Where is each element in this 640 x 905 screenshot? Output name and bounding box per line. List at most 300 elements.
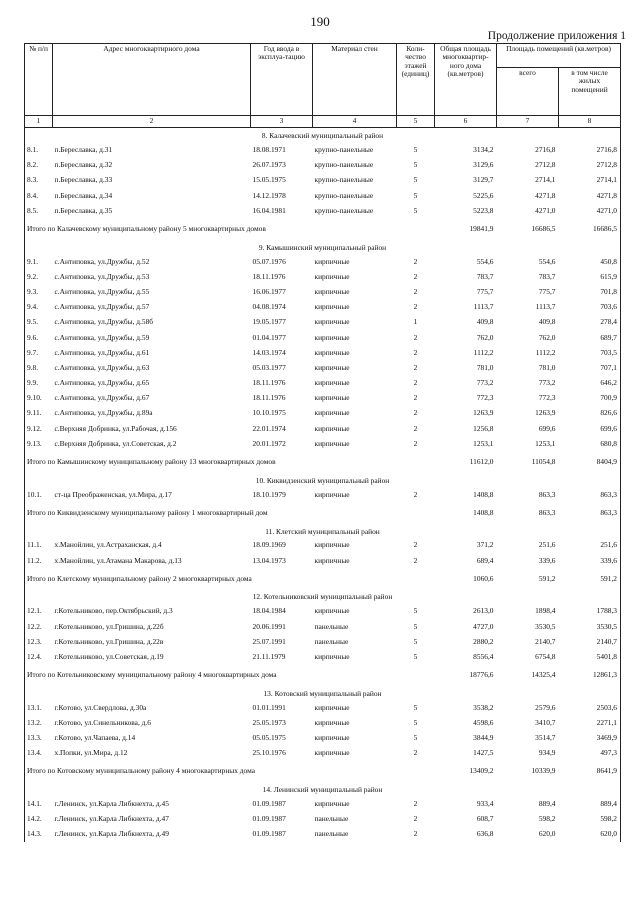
district-total-label: Итого по Котовскому муниципальному району 4 многоквартирных дома [25, 761, 435, 782]
table-row [25, 715, 621, 730]
column-number: 7 [497, 116, 559, 128]
year-built: 18.08.1971 [252, 145, 286, 155]
floor-count: 5 [413, 205, 418, 215]
floor-count: 2 [413, 332, 418, 342]
district-title: 9. Камышинский муниципальный район [25, 240, 621, 255]
premises-area-all: 4271,0 [535, 205, 556, 215]
wall-material: крупно-панельные [314, 175, 374, 185]
table-row [25, 203, 621, 218]
year-built: 14.03.1974 [252, 347, 286, 357]
premises-area-all: 3514,7 [535, 733, 556, 743]
year-built: 05.05.1975 [252, 733, 286, 743]
row-number: 8.2. [25, 158, 53, 173]
row-number: 12.3. [25, 634, 53, 649]
total-area: 773,2 [476, 378, 494, 388]
row-number: 9.9. [25, 376, 53, 391]
table-row [25, 604, 621, 619]
floor-count: 5 [413, 190, 418, 200]
district-header-row [25, 473, 621, 488]
housing-registry-table [24, 43, 621, 842]
address: с.Антиповка, ул.Дружбы, д.57 [54, 302, 150, 312]
row-number: 9.11. [25, 406, 53, 421]
table-header [25, 44, 621, 116]
floor-count: 2 [413, 256, 418, 266]
year-built: 01.01.1991 [252, 702, 286, 712]
total-area: 3134,2 [473, 145, 494, 155]
year-built: 01.09.1987 [252, 814, 286, 824]
total-area: 1256,8 [473, 423, 494, 433]
table-row [25, 345, 621, 360]
total-area-sum: 1060,6 [473, 573, 494, 583]
year-built: 20.01.1972 [252, 438, 286, 448]
row-number: 12.4. [25, 649, 53, 664]
premises-area-residential: 1788,3 [559, 604, 621, 619]
wall-material: кирпичные [314, 317, 350, 327]
floor-count: 5 [413, 621, 418, 631]
row-number: 13.2. [25, 715, 53, 730]
address: с.Антиповка, ул.Дружбы, д.65 [54, 378, 150, 388]
row-number: 13.3. [25, 731, 53, 746]
year-built: 18.11.1976 [252, 393, 286, 403]
header-residential: в том числе жилых помещений [559, 68, 621, 116]
district-total-label: Итого по Киквидзенскому муниципальному району 1 многоквартирный дом [25, 502, 435, 523]
address: ст-ца Преображенская, ул.Мира, д.17 [54, 489, 172, 499]
total-area: 2613,0 [473, 606, 494, 616]
wall-material: кирпичные [314, 378, 350, 388]
floor-count: 2 [413, 829, 418, 839]
year-built: 14.12.1978 [252, 190, 286, 200]
district-title: 14. Ленинский муниципальный район [25, 782, 621, 797]
district-total-row [25, 219, 621, 240]
row-number: 9.4. [25, 300, 53, 315]
total-area: 3844,9 [473, 733, 494, 743]
table-row [25, 553, 621, 568]
total-area: 4598,6 [473, 717, 494, 727]
year-built: 22.01.1974 [252, 423, 286, 433]
row-number: 9.10. [25, 391, 53, 406]
floor-count: 2 [413, 408, 418, 418]
district-header-row [25, 240, 621, 255]
total-area: 554,6 [476, 256, 494, 266]
table-row [25, 158, 621, 173]
floor-count: 5 [413, 636, 418, 646]
total-area: 371,2 [476, 540, 494, 550]
wall-material: кирпичные [314, 393, 350, 403]
year-built: 16.04.1981 [252, 205, 286, 215]
premises-area-residential-sum: 863,3 [559, 502, 621, 523]
table-row [25, 812, 621, 827]
table-row [25, 731, 621, 746]
header-total-area: Общая площадь многоквартир-ного дома (кв.метров) [435, 44, 497, 116]
premises-area-all: 6754,8 [535, 651, 556, 661]
total-area: 1253,1 [473, 438, 494, 448]
table-row [25, 391, 621, 406]
total-area: 2880,2 [473, 636, 494, 646]
year-built: 18.04.1984 [252, 606, 286, 616]
total-area: 3538,2 [473, 702, 494, 712]
premises-area-residential-sum: 12861,3 [559, 665, 621, 686]
row-number: 9.5. [25, 315, 53, 330]
row-number: 14.2. [25, 812, 53, 827]
row-number: 9.3. [25, 285, 53, 300]
year-built: 01.04.1977 [252, 332, 286, 342]
row-number: 9.6. [25, 330, 53, 345]
year-built: 01.09.1987 [252, 799, 286, 809]
table-row [25, 173, 621, 188]
wall-material: кирпичные [314, 408, 350, 418]
year-built: 19.05.1977 [252, 317, 286, 327]
floor-count: 5 [413, 145, 418, 155]
total-area: 5223,8 [473, 205, 494, 215]
row-number: 9.12. [25, 421, 53, 436]
floor-count: 2 [413, 286, 418, 296]
header-address: Адрес многоквартирного дома [53, 44, 251, 116]
total-area: 783,7 [476, 271, 494, 281]
premises-area-residential-sum: 8404,9 [559, 452, 621, 473]
row-number: 9.8. [25, 360, 53, 375]
total-area: 4727,0 [473, 621, 494, 631]
wall-material: кирпичные [314, 347, 350, 357]
premises-area-residential: 620,0 [559, 827, 621, 842]
table-row [25, 538, 621, 553]
row-number: 8.5. [25, 203, 53, 218]
total-area: 1113,7 [473, 302, 494, 312]
row-number: 12.1. [25, 604, 53, 619]
appendix-continuation-note: Продолжение приложения 1 [487, 30, 626, 42]
premises-area-all: 1898,4 [535, 606, 556, 616]
wall-material: кирпичные [314, 332, 350, 342]
premises-area-residential: 497,3 [559, 746, 621, 761]
premises-area-all-sum: 16686,5 [531, 223, 556, 233]
table-row [25, 143, 621, 158]
address: х.Манойлин, ул.Астраханская, д.4 [54, 540, 162, 550]
address: г.Котово, ул.Свердлова, д.30а [54, 702, 147, 712]
floor-count: 2 [413, 362, 418, 372]
year-built: 18.09.1969 [252, 540, 286, 550]
floor-count: 2 [413, 423, 418, 433]
premises-area-all: 620,0 [538, 829, 556, 839]
premises-area-all-sum: 863,3 [538, 507, 556, 517]
premises-area-residential: 615,9 [559, 269, 621, 284]
wall-material: кирпичные [314, 651, 350, 661]
wall-material: кирпичные [314, 438, 350, 448]
premises-area-residential: 700,9 [559, 391, 621, 406]
year-built: 25.05.1973 [252, 717, 286, 727]
district-title: 11. Клетский муниципальный район [25, 523, 621, 538]
wall-material: кирпичные [314, 489, 350, 499]
premises-area-all: 251,6 [538, 540, 556, 550]
premises-area-all: 598,2 [538, 814, 556, 824]
district-total-row [25, 502, 621, 523]
premises-area-residential: 339,6 [559, 553, 621, 568]
district-total-row [25, 568, 621, 589]
address: с.Антиповка, ул.Дружбы, д.89а [54, 408, 153, 418]
premises-area-residential: 3469,9 [559, 731, 621, 746]
address: г.Ленинск, ул.Карла Либкнехта, д.45 [54, 799, 169, 809]
year-built: 25.10.1976 [252, 748, 286, 758]
table-row [25, 619, 621, 634]
district-total-label: Итого по Клетскому муниципальному району 2 многоквартирных дома [25, 568, 435, 589]
table-row [25, 487, 621, 502]
address: п.Береславка, д.34 [54, 190, 113, 200]
premises-area-residential: 5401,8 [559, 649, 621, 664]
total-area-sum: 11612,0 [469, 456, 494, 466]
wall-material: кирпичные [314, 302, 350, 312]
total-area: 1263,9 [473, 408, 494, 418]
row-number: 14.3. [25, 827, 53, 842]
table-body [25, 116, 621, 843]
wall-material: кирпичные [314, 286, 350, 296]
row-number: 8.4. [25, 188, 53, 203]
address: г.Котельниково, пер.Октябрьский, д.3 [54, 606, 173, 616]
floor-count: 2 [413, 393, 418, 403]
premises-area-residential: 2503,6 [559, 700, 621, 715]
premises-area-residential: 689,7 [559, 330, 621, 345]
total-area-sum: 18776,6 [469, 670, 494, 680]
total-area: 1427,5 [473, 748, 494, 758]
column-number: 6 [435, 116, 497, 128]
floor-count: 5 [413, 175, 418, 185]
row-number: 9.1. [25, 254, 53, 269]
address: с.Антиповка, ул.Дружбы, д.59 [54, 332, 150, 342]
table-row [25, 360, 621, 375]
total-area: 608,7 [476, 814, 494, 824]
address: г.Ленинск, ул.Карла Либкнехта, д.47 [54, 814, 169, 824]
header-walls: Материал стен [313, 44, 397, 116]
premises-area-residential: 707,1 [559, 360, 621, 375]
premises-area-all: 934,9 [538, 748, 556, 758]
table-row [25, 285, 621, 300]
premises-area-all: 1112,2 [535, 347, 556, 357]
premises-area-residential: 4271,0 [559, 203, 621, 218]
district-total-row [25, 665, 621, 686]
column-number-row [25, 116, 621, 128]
floor-count: 2 [413, 438, 418, 448]
year-built: 01.09.1987 [252, 829, 286, 839]
district-header-row [25, 686, 621, 701]
premises-area-residential: 701,8 [559, 285, 621, 300]
wall-material: кирпичные [314, 362, 350, 372]
row-number: 11.2. [25, 553, 53, 568]
premises-area-all-sum: 14325,4 [531, 670, 556, 680]
premises-area-all: 889,4 [538, 799, 556, 809]
total-area: 781,0 [476, 362, 494, 372]
total-area: 636,8 [476, 829, 494, 839]
wall-material: кирпичные [314, 423, 350, 433]
address: с.Верхняя Добринка, ул.Советская, д.2 [54, 438, 177, 448]
year-built: 13.04.1973 [252, 555, 286, 565]
year-built: 05.07.1976 [252, 256, 286, 266]
address: с.Антиповка, ул.Дружбы, д.53 [54, 271, 150, 281]
year-built: 21.11.1979 [252, 651, 286, 661]
table-row [25, 188, 621, 203]
premises-area-all: 863,3 [538, 489, 556, 499]
floor-count: 5 [413, 733, 418, 743]
premises-area-all: 2712,8 [535, 160, 556, 170]
premises-area-residential: 699,6 [559, 421, 621, 436]
floor-count: 2 [413, 540, 418, 550]
header-floors: Коли-чество этажей (единиц) [397, 44, 435, 116]
floor-count: 2 [413, 555, 418, 565]
row-number: 8.1. [25, 143, 53, 158]
total-area: 933,4 [476, 799, 494, 809]
premises-area-residential: 450,8 [559, 254, 621, 269]
wall-material: кирпичные [314, 256, 350, 266]
district-total-row [25, 452, 621, 473]
floor-count: 1 [413, 317, 418, 327]
address: п.Береславка, д.33 [54, 175, 113, 185]
year-built: 15.05.1975 [252, 175, 286, 185]
wall-material: крупно-панельные [314, 205, 374, 215]
header-num: № п/п [25, 44, 53, 116]
wall-material: панельные [314, 814, 349, 824]
row-number: 9.2. [25, 269, 53, 284]
floor-count: 5 [413, 606, 418, 616]
premises-area-all: 772,3 [538, 393, 556, 403]
premises-area-all: 1263,9 [535, 408, 556, 418]
floor-count: 2 [413, 814, 418, 824]
address: п.Береславка, д.31 [54, 145, 113, 155]
premises-area-all: 409,8 [538, 317, 556, 327]
address: х.Манойлин, ул.Атамана Макарова, д.13 [54, 555, 182, 565]
floor-count: 2 [413, 271, 418, 281]
total-area-sum: 1408,8 [473, 507, 494, 517]
district-title: 13. Котовский муниципальный район [25, 686, 621, 701]
premises-area-residential: 889,4 [559, 797, 621, 812]
address: г.Котельниково, ул.Гришина, д.22б [54, 621, 164, 631]
year-built: 16.06.1977 [252, 286, 286, 296]
wall-material: кирпичные [314, 271, 350, 281]
row-number: 9.13. [25, 436, 53, 451]
column-number: 1 [25, 116, 53, 128]
wall-material: панельные [314, 636, 349, 646]
column-number: 4 [313, 116, 397, 128]
district-total-label: Итого по Котельниковскому муниципальному району 4 многоквартирных дома [25, 665, 435, 686]
address: г.Котельниково, ул.Советская, д.19 [54, 651, 164, 661]
row-number: 10.1. [25, 487, 53, 502]
address: с.Антиповка, ул.Дружбы, д.67 [54, 393, 150, 403]
wall-material: крупно-панельные [314, 145, 374, 155]
address: г.Котово, ул.Чапаева, д.14 [54, 733, 136, 743]
district-total-label: Итого по Калачевскому муниципальному району 5 многоквартирных домов [25, 219, 435, 240]
premises-area-all: 781,0 [538, 362, 556, 372]
row-number: 13.4. [25, 746, 53, 761]
premises-area-all: 699,6 [538, 423, 556, 433]
year-built: 26.07.1973 [252, 160, 286, 170]
wall-material: кирпичные [314, 748, 350, 758]
premises-area-all: 773,2 [538, 378, 556, 388]
premises-area-residential-sum: 16686,5 [559, 219, 621, 240]
total-area: 775,7 [476, 286, 494, 296]
address: х.Попки, ул.Мира, д.12 [54, 748, 128, 758]
address: п.Береславка, д.32 [54, 160, 113, 170]
wall-material: кирпичные [314, 540, 350, 550]
total-area: 689,4 [476, 555, 494, 565]
table-row [25, 746, 621, 761]
district-title: 8. Калачевский муниципальный район [25, 128, 621, 143]
total-area: 1112,2 [473, 347, 494, 357]
address: г.Котово, ул.Синельникова, д.6 [54, 717, 151, 727]
wall-material: кирпичные [314, 702, 350, 712]
wall-material: крупно-панельные [314, 160, 374, 170]
premises-area-all: 2716,8 [535, 145, 556, 155]
premises-area-residential: 251,6 [559, 538, 621, 553]
premises-area-all-sum: 10339,9 [531, 766, 556, 776]
table-row [25, 827, 621, 842]
year-built: 05.03.1977 [252, 362, 286, 372]
total-area: 3129,6 [473, 160, 494, 170]
premises-area-all-sum: 11054,8 [531, 456, 556, 466]
address: с.Верхняя Добринка, ул.Рабочая, д.156 [54, 423, 177, 433]
floor-count: 2 [413, 378, 418, 388]
district-title: 10. Киквидзенский муниципальный район [25, 473, 621, 488]
year-built: 10.10.1975 [252, 408, 286, 418]
row-number: 8.3. [25, 173, 53, 188]
year-built: 18.11.1976 [252, 378, 286, 388]
header-all: всего [497, 68, 559, 116]
district-header-row [25, 589, 621, 604]
premises-area-residential: 3530,5 [559, 619, 621, 634]
wall-material: панельные [314, 621, 349, 631]
address: с.Антиповка, ул.Дружбы, д.61 [54, 347, 150, 357]
total-area: 8556,4 [473, 651, 494, 661]
premises-area-residential: 680,8 [559, 436, 621, 451]
premises-area-all: 2140,7 [535, 636, 556, 646]
total-area-sum: 13409,2 [469, 766, 494, 776]
row-number: 9.7. [25, 345, 53, 360]
premises-area-all: 762,0 [538, 332, 556, 342]
address: п.Береславка, д.35 [54, 205, 113, 215]
address: с.Антиповка, ул.Дружбы, д.63 [54, 362, 150, 372]
district-header-row [25, 782, 621, 797]
row-number: 12.2. [25, 619, 53, 634]
premises-area-residential: 4271,8 [559, 188, 621, 203]
year-built: 25.07.1991 [252, 636, 286, 646]
table-row [25, 700, 621, 715]
district-header-row [25, 523, 621, 538]
total-area: 1408,8 [473, 489, 494, 499]
wall-material: панельные [314, 829, 349, 839]
total-area: 772,3 [476, 393, 494, 403]
table-row [25, 269, 621, 284]
table-row [25, 330, 621, 345]
premises-area-residential: 863,3 [559, 487, 621, 502]
premises-area-all: 3410,7 [535, 717, 556, 727]
page-number: 190 [310, 14, 330, 29]
premises-area-residential: 2140,7 [559, 634, 621, 649]
total-area: 762,0 [476, 332, 494, 342]
floor-count: 2 [413, 347, 418, 357]
premises-area-all: 2579,6 [535, 702, 556, 712]
address: г.Котельниково, ул.Гришина, д.22в [54, 636, 164, 646]
floor-count: 5 [413, 160, 418, 170]
premises-area-residential: 703,5 [559, 345, 621, 360]
address: с.Антиповка, ул.Дружбы, д.55 [54, 286, 150, 296]
premises-area-all: 2714,1 [535, 175, 556, 185]
premises-area-all: 4271,8 [535, 190, 556, 200]
floor-count: 2 [413, 302, 418, 312]
year-built: 20.06.1991 [252, 621, 286, 631]
address: с.Антиповка, ул.Дружбы, д.52 [54, 256, 150, 266]
premises-area-all: 339,6 [538, 555, 556, 565]
premises-area-residential-sum: 591,2 [559, 568, 621, 589]
year-built: 04.08.1974 [252, 302, 286, 312]
premises-area-residential: 646,2 [559, 376, 621, 391]
address: с.Антиповка, ул.Дружбы, д.58б [54, 317, 154, 327]
floor-count: 2 [413, 799, 418, 809]
table-row [25, 797, 621, 812]
floor-count: 2 [413, 748, 418, 758]
